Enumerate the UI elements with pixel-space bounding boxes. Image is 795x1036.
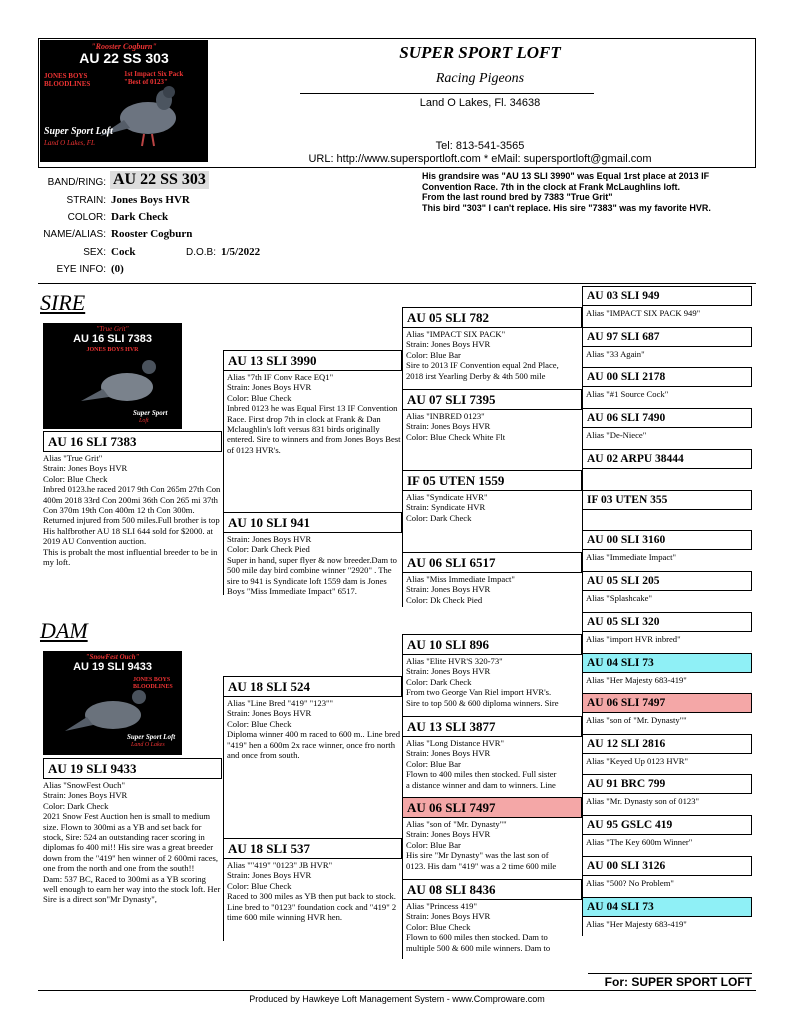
- gen4-alias-10: Alias "Her Majesty 683-419": [586, 675, 687, 685]
- gen3-band-8: AU 08 SLI 8436: [402, 879, 582, 900]
- strain-value: Jones Boys HVR: [111, 194, 190, 206]
- dam-band: AU 19 SLI 9433: [43, 758, 222, 779]
- logo-left-lines: JONES BOYS BLOODLINES: [44, 72, 91, 88]
- dam-photo-brand: Super Sport Loft: [127, 733, 176, 741]
- color-value: Dark Check: [111, 211, 169, 223]
- logo-tagline: Land O Lakes, FL: [44, 139, 95, 147]
- loft-url-email: URL: http://www.supersportloft.com * eMail: supersportloft@gmail.com: [308, 153, 652, 165]
- gen3-band-4: AU 06 SLI 6517: [402, 552, 582, 573]
- dob-label: D.O.B:: [186, 247, 217, 258]
- sire-title: SIRE: [40, 290, 86, 315]
- gen3-details-4: Alias "Miss Immediate Impact" Strain: Jones Boys HVR Color: Dk Check Pied: [406, 574, 515, 605]
- name-label: NAME/ALIAS:: [43, 229, 106, 240]
- gen4-band-3: AU 00 SLI 2178: [582, 367, 752, 387]
- dam-details: Alias "SnowFest Ouch" Strain: Jones Boys HVR Color: Dark Check 2021 Snow Fest Auction hen is small to medium size. Flown to 300mi as a YB and set back for stock, Sire: 524 an outstanding racer scoring in diplomas fo 400 mi!! His sire was a great breeder down from the "419" hen winner of 2 600mi races, one from the north and one from the south!! Dam: 537 BC, Raced to 300mi as a YB scoring well enough to earn her way into the stock loft. Her Sire is a direct son"Mr Dynasty",: [43, 780, 221, 905]
- sire-photo-sub: JONES BOYS HVR: [86, 347, 139, 353]
- gen4-band-16: AU 04 SLI 73: [582, 897, 752, 917]
- gen4-band-2: AU 97 SLI 687: [582, 327, 752, 347]
- gen4-alias-7: Alias "Immediate Impact": [586, 552, 677, 562]
- gen4-alias-1: Alias "IMPACT SIX PACK 949": [586, 308, 701, 318]
- band-label: BAND/RING:: [47, 177, 106, 188]
- name-value: Rooster Cogburn: [111, 228, 193, 240]
- sire-photo-band: AU 16 SLI 7383: [73, 333, 152, 345]
- loft-telephone: Tel: 813-541-3565: [435, 140, 525, 152]
- eye-value: (0): [111, 263, 124, 275]
- logo-band: AU 22 SS 303: [79, 50, 169, 66]
- gen2-dam-sire-band: AU 18 SLI 524: [223, 676, 402, 697]
- gen3-details-1: Alias "IMPACT SIX PACK" Strain: Jones Boys HVR Color: Blue Bar Sire to 2013 IF Convention equal 2nd Place, 2018 irst Yearling Derby & 4th 500 mile: [406, 329, 559, 381]
- gen3-band-2: AU 07 SLI 7395: [402, 389, 582, 410]
- bird-notes: His grandsire was "AU 13 SLI 3990" was Equal 1rst place at 2013 IF Convention Race. 7th in the clock at Frank McLaughlins loft. From the last round bred by 7383 "True Grit" This bird "303" I can't replace. His sire "7383" was my favorite HVR.: [422, 171, 711, 213]
- gen4-alias-8: Alias "Splashcake": [586, 593, 652, 603]
- gen2-sire-connector: [223, 350, 224, 595]
- gen3-band-1: AU 05 SLI 782: [402, 307, 582, 328]
- gen3-band-7: AU 06 SLI 7497: [402, 797, 582, 818]
- footer-rule: [38, 990, 756, 991]
- gen3-details-2: Alias "INBRED 0123" Strain: Jones Boys HVR Color: Blue Check White Flt: [406, 411, 506, 442]
- gen4-band-5: AU 02 ARPU 38444: [582, 449, 752, 469]
- gen4-band-8: AU 05 SLI 205: [582, 571, 752, 591]
- logo-right-lines: 1st Impact Six Pack "Best of 0123": [124, 70, 184, 86]
- gen4-band-15: AU 00 SLI 3126: [582, 856, 752, 876]
- gen4-alias-13: Alias "Mr. Dynasty son of 0123": [586, 796, 700, 806]
- gen4-band-7: AU 00 SLI 3160: [582, 530, 752, 550]
- gen4-alias-4: Alias "De-Niece": [586, 430, 647, 440]
- dam-photo-sub: JONES BOYS BLOODLINES: [133, 677, 173, 690]
- gen4-alias-14: Alias "The Key 600m Winner": [586, 837, 693, 847]
- loft-name: SUPER SPORT LOFT: [399, 43, 561, 62]
- gen4-alias-15: Alias "500? No Problem": [586, 878, 674, 888]
- gen4-band-6: IF 03 UTEN 355: [582, 490, 752, 510]
- logo-title: "Rooster Cogburn": [91, 42, 157, 51]
- gen4-band-11: AU 06 SLI 7497: [582, 693, 752, 713]
- gen4-band-13: AU 91 BRC 799: [582, 774, 752, 794]
- sire-photo-tagline: Loft: [139, 418, 149, 424]
- sire-photo-brand: Super Sport: [133, 409, 168, 417]
- gen4-band-14: AU 95 GSLC 419: [582, 815, 752, 835]
- gen4-alias-2: Alias "33 Again": [586, 349, 645, 359]
- gen2-sire-dam-details: Strain: Jones Boys HVR Color: Dark Check Pied Super in hand, super flyer & now breeder.Dam to 500 mile day bird combine winner "2920" . The sire to 941 is Syndicate loft 1559 dam is Jones Boys "Miss Immediate Impact" 6517.: [227, 534, 397, 597]
- gen2-dam-connector: [223, 676, 224, 941]
- dam-photo: [43, 651, 182, 755]
- loft-address: Land O Lakes, Fl. 34638: [419, 97, 541, 109]
- gen4-alias-12: Alias "Keyed Up 0123 HVR": [586, 756, 689, 766]
- sire-photo-title: "True Grit": [96, 325, 129, 333]
- gen3-band-3: IF 05 UTEN 1559: [402, 470, 582, 491]
- gen4-alias-11: Alias "son of "Mr. Dynasty"": [586, 715, 687, 725]
- gen3-details-7: Alias "son of "Mr. Dynasty"" Strain: Jones Boys HVR Color: Blue Bar His sire "Mr Dynasty" was the last son of 0123. His dam "419" was a 2 time 600 mile: [406, 819, 557, 871]
- band-value: AU 22 SS 303: [110, 171, 209, 189]
- gen2-dam-dam-band: AU 18 SLI 537: [223, 838, 402, 859]
- gen3-details-5: Alias "Elite HVR'S 320-73" Strain: Jones Boys HVR Color: Dark Check From two George Van Riel import HVR's. Sire to top 500 & 600 diploma winners. Sire: [406, 656, 559, 708]
- dam-title: DAM: [40, 618, 88, 643]
- gen4-band-1: AU 03 SLI 949: [582, 286, 752, 306]
- gen2-sire-sire-band: AU 13 SLI 3990: [223, 350, 402, 371]
- logo-brand: Super Sport Loft: [44, 126, 113, 137]
- for-loft-label: For: SUPER SPORT LOFT: [588, 973, 752, 989]
- dam-photo-tagline: Land O Lakes: [131, 742, 165, 748]
- produced-by-footer: Produced by Hawkeye Loft Management System - www.Comproware.com: [249, 994, 545, 1004]
- gen4-alias-16: Alias "Her Majesty 683-419": [586, 919, 687, 929]
- gen4-band-12: AU 12 SLI 2816: [582, 734, 752, 754]
- color-label: COLOR:: [67, 212, 106, 223]
- gen2-sire-sire-details: Alias "7th IF Conv Race EQ1" Strain: Jones Boys HVR Color: Blue Check Inbred 0123 he was Equal First 13 IF Convention Race. First drop 7th in clock at Frank & Dan Mclaughlin's loft versus 831 birds originally entered. Sire to winners and from Jones Boys Best of 0123 HVR's.: [227, 372, 401, 455]
- sire-band: AU 16 SLI 7383: [43, 431, 222, 452]
- sire-photo: [43, 323, 182, 429]
- strain-label: STRAIN:: [66, 195, 106, 206]
- gen4-alias-3: Alias "#1 Source Cock": [586, 389, 669, 399]
- loft-logo-image: [40, 40, 208, 162]
- gen3-band-5: AU 10 SLI 896: [402, 634, 582, 655]
- header-rule: [300, 93, 594, 94]
- dam-photo-band: AU 19 SLI 9433: [73, 661, 152, 673]
- gen3-details-6: Alias "Long Distance HVR" Strain: Jones Boys HVR Color: Blue Bar Flown to 400 miles then stocked. Full sister a distance winner and dam to winners. Line: [406, 738, 557, 790]
- gen2-dam-dam-details: Alias ""419" "0123" JB HVR" Strain: Jones Boys HVR Color: Blue Check Raced to 300 miles as YB then put back to stock. Line bred to "0123" foundation cock and "419" 2 time 600 mile winning HVR hen.: [227, 860, 397, 923]
- gen3-details-3: Alias "Syndicate HVR" Strain: Syndicate HVR Color: Dark Check: [406, 492, 488, 523]
- gen3-band-6: AU 13 SLI 3877: [402, 716, 582, 737]
- gen4-alias-9: Alias "import HVR inbred": [586, 634, 681, 644]
- dam-photo-title: "SnowFest Ouch": [85, 653, 140, 661]
- gen4-band-4: AU 06 SLI 7490: [582, 408, 752, 428]
- sex-label: SEX:: [83, 247, 106, 258]
- gen3-details-8: Alias "Princess 419" Strain: Jones Boys HVR Color: Blue Check Flown to 600 miles then stocked. Dam to multiple 500 & 600 mile winners. Dam to: [406, 901, 551, 953]
- dob-value: 1/5/2022: [221, 246, 261, 258]
- gen4-band-10: AU 04 SLI 73: [582, 653, 752, 673]
- gen2-dam-sire-details: Alias "Line Bred "419" "123"" Strain: Jones Boys HVR Color: Blue Check Diploma winner 400 m raced to 600 m.. Line bred "419" hen a 600m 2x race winner, once fro north and once from south.: [227, 698, 401, 761]
- loft-subtitle: Racing Pigeons: [435, 71, 525, 86]
- gen2-sire-dam-band: AU 10 SLI 941: [223, 512, 402, 533]
- sex-value: Cock: [111, 246, 136, 258]
- gen4-band-9: AU 05 SLI 320: [582, 612, 752, 632]
- info-rule: [38, 283, 756, 284]
- eye-label: EYE INFO:: [56, 264, 106, 275]
- sire-details: Alias "True Grit" Strain: Jones Boys HVR Color: Blue Check Inbred 0123.he raced 2017 9th Con 265m 27th Con 400m 2018 33rd Con 200mi 36th Con 265 mi 37th Con 370m 19th Con 400m 12 th Con 300m. Returned injured from 500 miles.Full brother is top His halfbrother AU 18 SLI 644 sold for $2000. at 2019 AU Convention auction. This is probalt the most influential breeder to be in my loft.: [43, 453, 221, 568]
